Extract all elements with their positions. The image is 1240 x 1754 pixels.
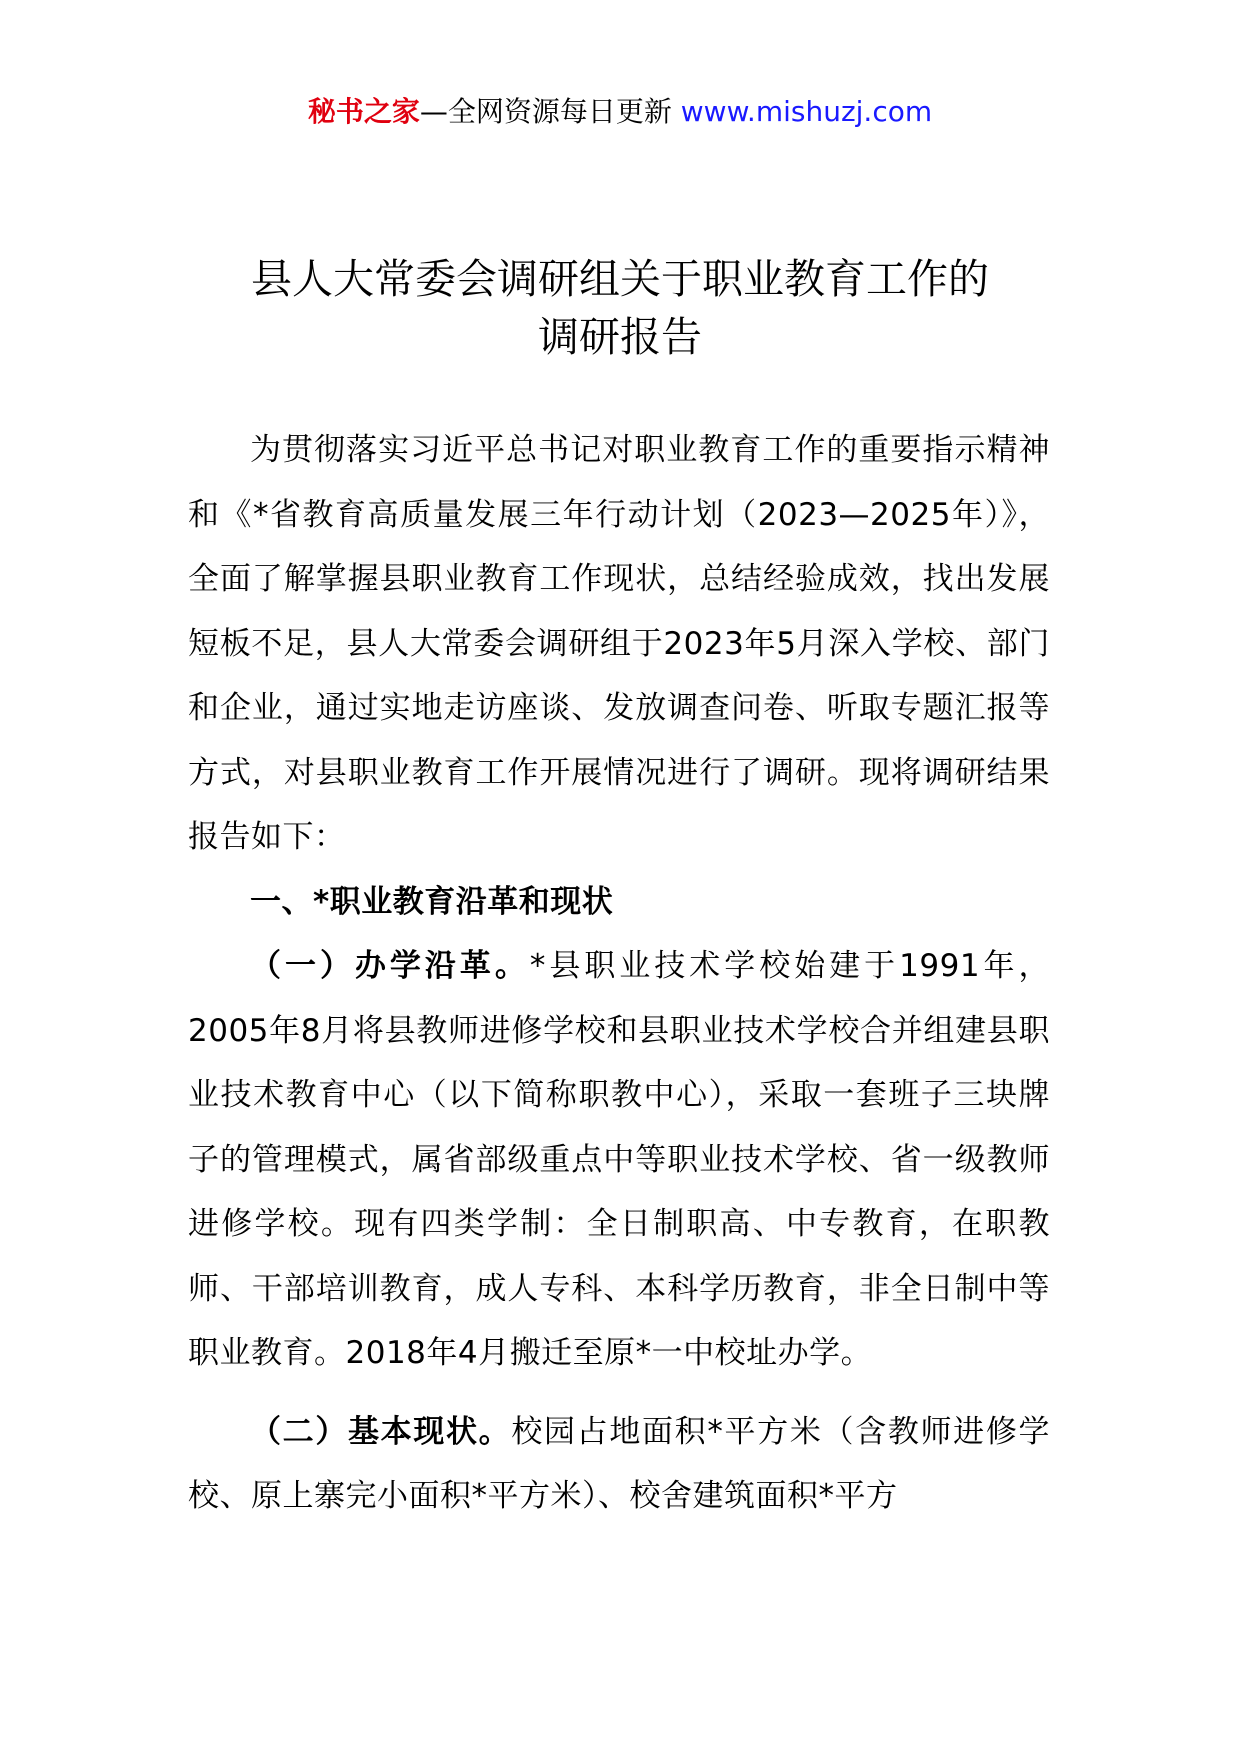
site-url-link[interactable]: www.mishuzj.com <box>680 95 933 128</box>
section-heading-1: 一、*职业教育沿革和现状 <box>250 883 614 920</box>
subsection-text-2: 校园占地面积*平方米（含教师进修学校、原上寨完小面积*平方米）、校舍建筑面积*平方 <box>188 1413 1051 1514</box>
intro-paragraph: 为贯彻落实习近平总书记对职业教育工作的重要指示精神和《*省教育高质量发展三年行动计划（2023—2025年）》，全面了解掌握县职业教育工作现状，总结经验成效，找出发展短板不足，县人大常委会调研组于2023年5月深入学校、部门和企业，通过实地走访座谈、发放调查问卷、听取专题汇报等方式，对县职业教育工作开展情况进行了调研。现将调研结果报告如下： <box>188 432 1050 855</box>
subsection-paragraph-2 <box>188 1400 1050 1529</box>
title-line-1: 县人大常委会调研组关于职业教育工作的 <box>251 255 989 303</box>
site-tagline: —全网资源每日更新 <box>419 95 681 128</box>
subsection-paragraph-1 <box>188 934 1050 1386</box>
subsection-lead-2: （二）基本现状。 <box>250 1413 512 1450</box>
subsection-text-1: *县职业技术学校始建于1991年，2005年8月将县教师进修学校和县职业技术学校合并组建县职业技术教育中心（以下简称职教中心），采取一套班子三块牌子的管理模式，属省部级重点中等职业技术学校、省一级教师进修学校。现有四类学制：全日制职高、中专教育，在职教师、干部培训教育，成人专科、本科学历教育，非全日制中等职业教育。2018年4月搬迁至原*一中校址办学。 <box>188 948 1050 1371</box>
document-body <box>188 418 1050 1529</box>
subsection-lead-1: （一）办学沿革。 <box>250 948 530 984</box>
site-header <box>0 92 1240 132</box>
title-line-2: 调研报告 <box>538 313 702 361</box>
document-title <box>160 250 1080 366</box>
site-brand: 秘书之家 <box>307 95 420 128</box>
